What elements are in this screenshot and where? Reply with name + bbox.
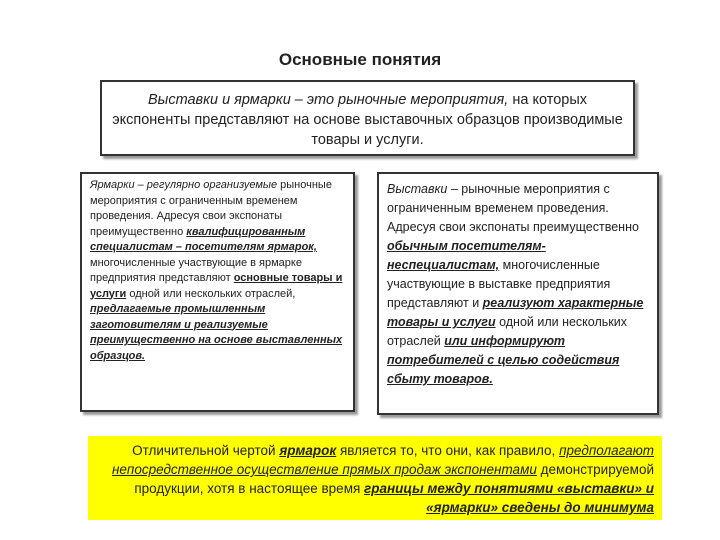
- exhibitions-text-3: одной или нескольких отраслей: [387, 315, 627, 348]
- note-fairs: ярмарок: [279, 443, 337, 458]
- fairs-text-2: многочисленные участвующие в ярмарке предприятия представляют: [90, 256, 302, 284]
- exhibitions-term: Выставки: [387, 182, 448, 196]
- exhibitions-box: [377, 172, 659, 415]
- fairs-term: Ярмарки – регулярно организуемые: [90, 179, 278, 191]
- fairs-visitors: квалифицированным специалистам – посетителям ярмарок,: [90, 225, 317, 253]
- definition-term: Выставки и ярмарки – это рыночные мероприятия,: [147, 92, 509, 108]
- note-boundaries: границы между понятиями «выставки» и «ярмарки» сведены до минимума: [364, 481, 654, 515]
- note-text-2: является то, что они, как правило,: [336, 443, 560, 458]
- page-title: Основные понятия: [278, 50, 442, 69]
- exhibitions-inform: или информируют потребителей с целью содействия сбыту товаров.: [387, 334, 620, 386]
- exhibitions-text-2: многочисленные участвующие в выставке предприятия представляют и: [387, 258, 611, 310]
- definition-box: [100, 80, 635, 156]
- note-direct-sales: предполагают непосредственное осуществление прямых продаж экспонентами: [111, 443, 654, 477]
- fairs-text-3: одной или нескольких отраслей,: [126, 287, 296, 300]
- fairs-sales: предлагаемые промышленным заготовителям и реализуемые преимущественно на основе выставленных образцов.: [90, 303, 343, 362]
- fairs-goods: основные товары и услуги: [90, 272, 343, 300]
- exhibitions-text-1: – рыночные мероприятия с ограниченным временем проведения. Адресуя свои экспонаты преимущественно: [387, 182, 639, 234]
- note-text-3: демонстрируемой продукции, хотя в настоящее время: [134, 462, 654, 496]
- distinction-note: [88, 436, 662, 520]
- fairs-box: [80, 172, 355, 412]
- fairs-text-1: рыночные мероприятия с ограниченным временем проведения. Адресуя свои экспонаты преимущественно: [90, 179, 332, 238]
- definition-text: на которых экспоненты представляют на основе выставочных образцов производимые товары и услуги.: [112, 92, 623, 148]
- note-text-1: Отличительной чертой: [132, 443, 280, 458]
- exhibitions-goods: реализуют характерные товары и услуги: [387, 296, 644, 329]
- exhibitions-visitors: обычным посетителям-неспециалистам,: [387, 239, 546, 272]
